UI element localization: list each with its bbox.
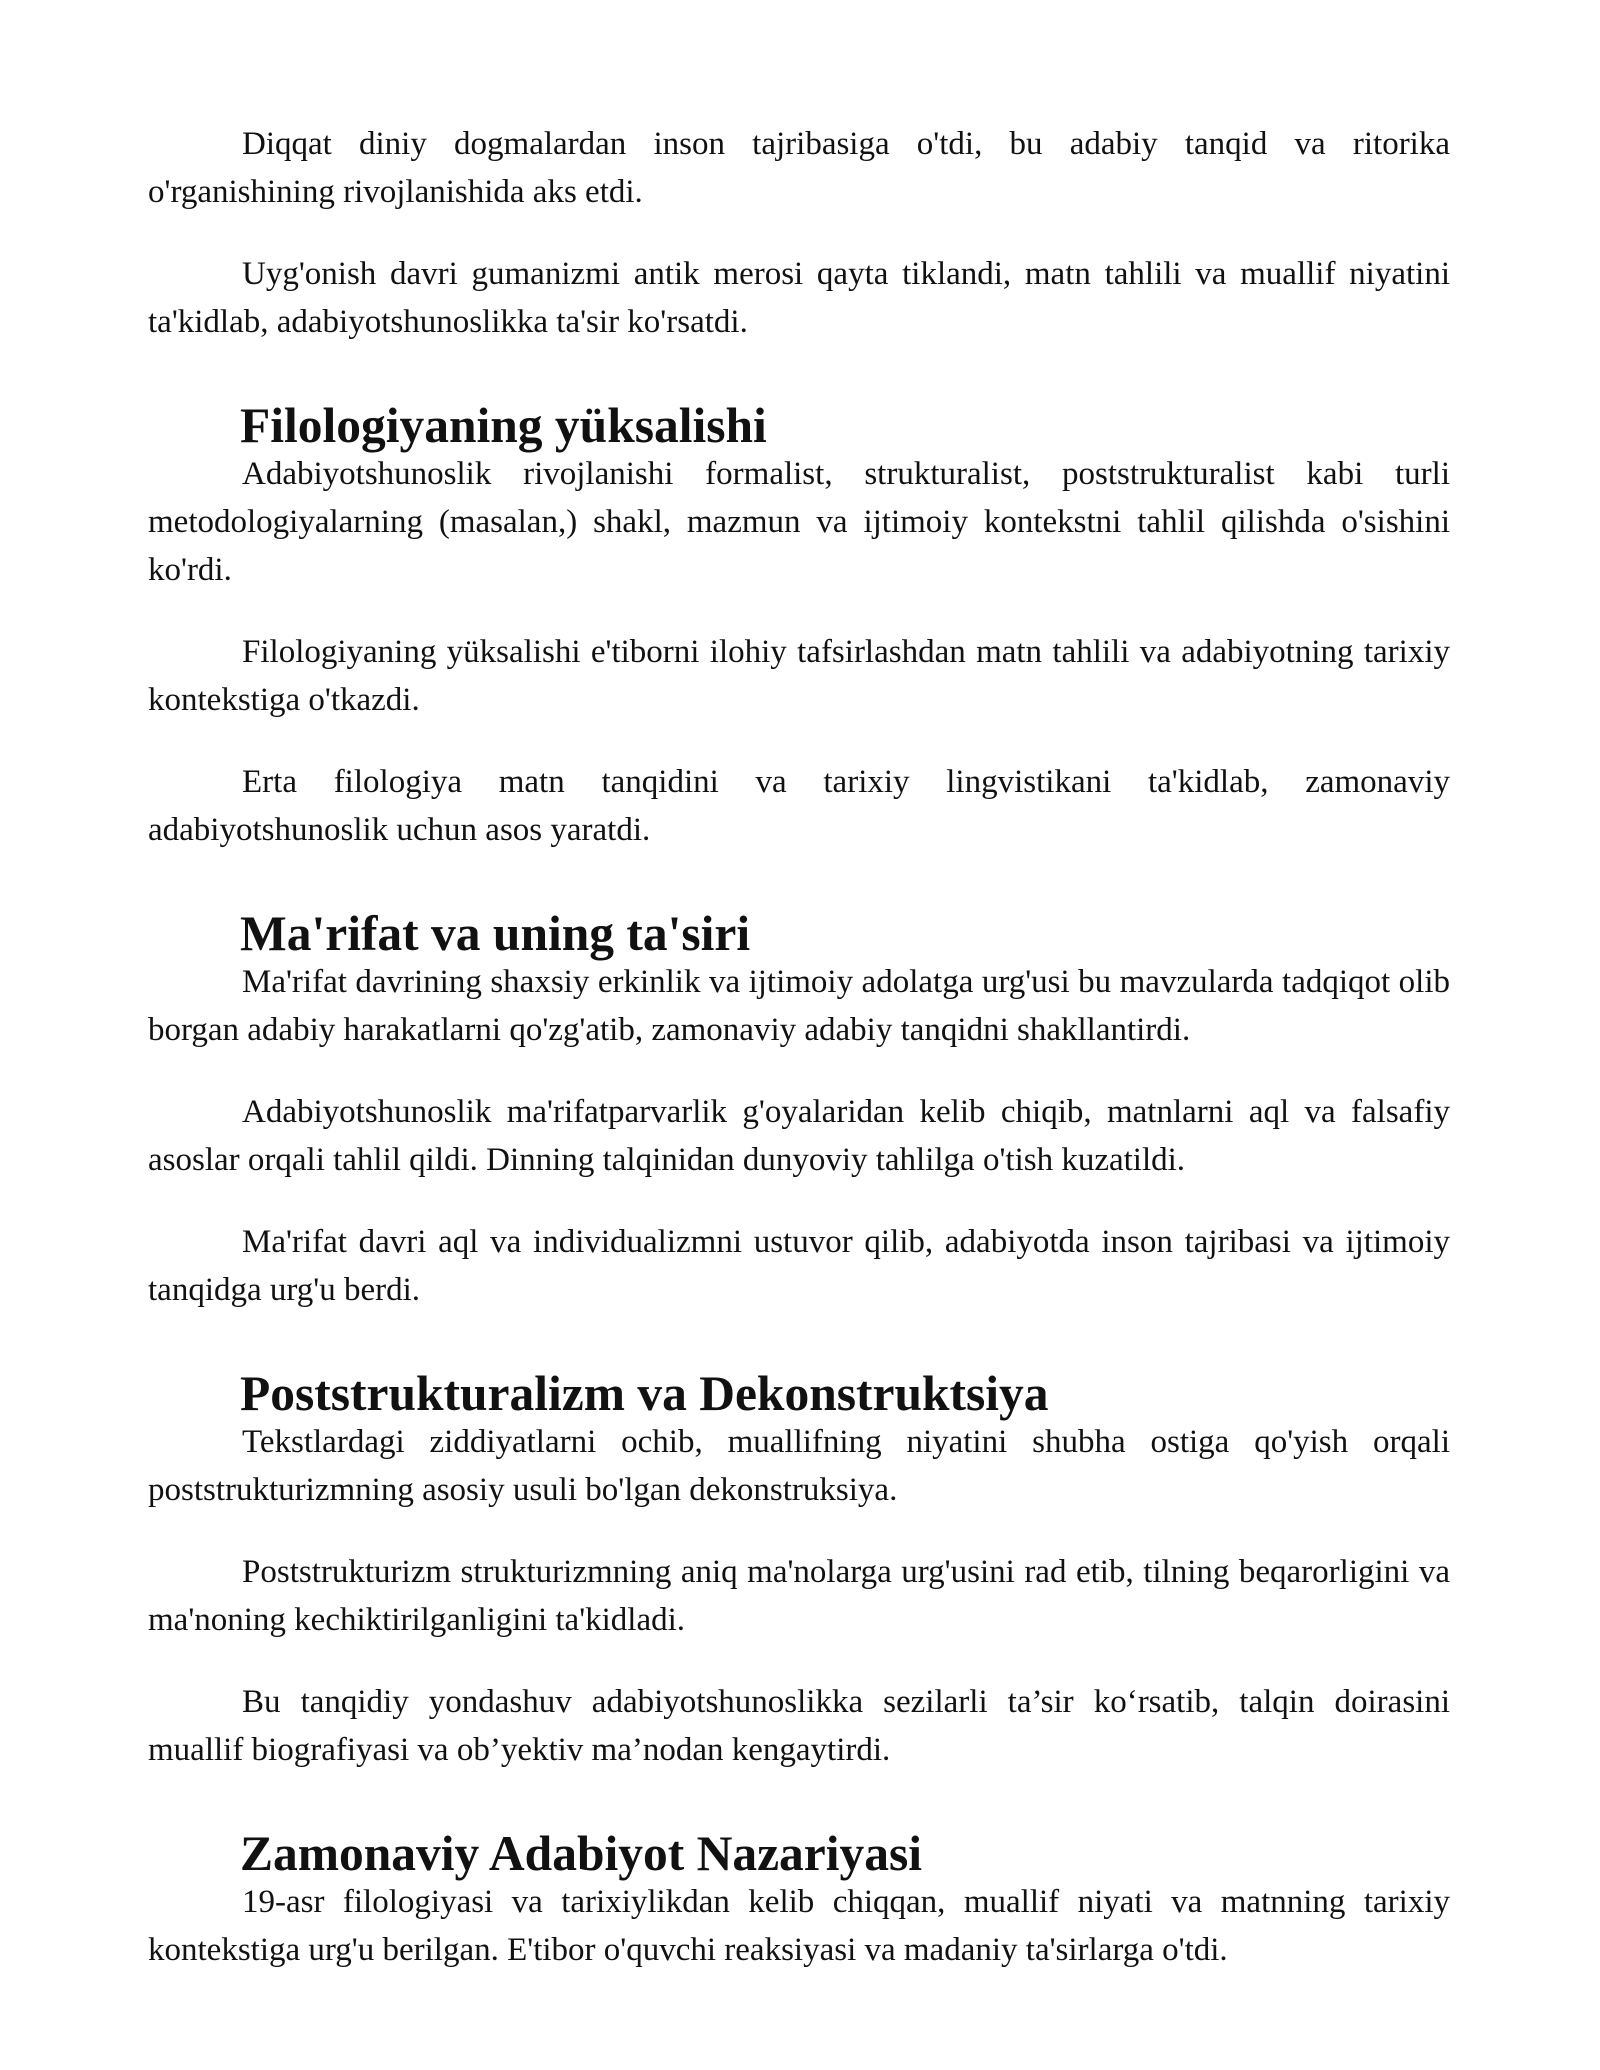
section-poststrukturalizm <box>148 1366 1450 1774</box>
paragraph: Ma'rifat davrining shaxsiy erkinlik va ijtimoiy adolatga urg'usi bu mavzularda tadqiqot olib borgan adabiy harakatlarni qo'zg'atib, zamonaviy adabiy tanqidni shakllantirdi. <box>148 964 1450 1048</box>
paragraph: Tekstlardagi ziddiyatlarni ochib, muallifning niyatini shubha ostiga qo'yish orqali poststrukturizmning asosiy usuli bo'lgan dekonstruksiya. <box>148 1424 1450 1508</box>
section-heading: Ma'rifat va uning ta'siri <box>240 906 751 961</box>
paragraph: Adabiyotshunoslik rivojlanishi formalist, strukturalist, poststrukturalist kabi turli metodologiyalarning (masalan,) shakl, mazmun va ijtimoiy kontekstni tahlil qilishda o'sishini ko'rdi. <box>148 456 1450 588</box>
document-page <box>148 120 1450 1974</box>
paragraph: 19-asr filologiyasi va tarixiylikdan kelib chiqqan, muallif niyati va matnning tarixiy kontekstiga urg'u berilgan. E'tibor o'quvchi reaksiyasi va madaniy ta'sirlarga o'tdi. <box>148 1884 1450 1968</box>
section-heading: Zamonaviy Adabiyot Nazariyasi <box>240 1826 923 1881</box>
paragraph: Poststrukturizm strukturizmning aniq ma'nolarga urg'usini rad etib, tilning beqarorligini va ma'noning kechiktirilganligini ta'kidladi. <box>148 1554 1450 1638</box>
section-zamonaviy <box>148 1826 1450 1974</box>
section-heading: Poststrukturalizm va Dekonstruktsiya <box>240 1366 1049 1421</box>
paragraph: Erta filologiya matn tanqidini va tarixiy lingvistikani ta'kidlab, zamonaviy adabiyotshunoslik uchun asos yaratdi. <box>148 764 1450 848</box>
paragraph: Adabiyotshunoslik ma'rifatparvarlik g'oyalaridan kelib chiqib, matnlarni aql va falsafiy asoslar orqali tahlil qildi. Dinning talqinidan dunyoviy tahlilga o'tish kuzatildi. <box>148 1094 1450 1178</box>
section-heading: Filologiyaning yüksalishi <box>240 398 767 453</box>
paragraph: Filologiyaning yüksalishi e'tiborni ilohiy tafsirlashdan matn tahlili va adabiyotning tarixiy kontekstiga o'tkazdi. <box>148 634 1450 718</box>
section-marifat <box>148 906 1450 1314</box>
section-filologiya <box>148 398 1450 854</box>
intro-section <box>148 120 1450 346</box>
paragraph: Ma'rifat davri aql va individualizmni ustuvor qilib, adabiyotda inson tajribasi va ijtimoiy tanqidga urg'u berdi. <box>148 1224 1450 1308</box>
paragraph: Uyg'onish davri gumanizmi antik merosi qayta tiklandi, matn tahlili va muallif niyatini ta'kidlab, adabiyotshunoslikka ta'sir ko'rsatdi. <box>148 256 1450 340</box>
paragraph: Bu tanqidiy yondashuv adabiyotshunoslikka sezilarli ta’sir ko‘rsatib, talqin doirasini muallif biografiyasi va ob’yektiv ma’nodan kengaytirdi. <box>148 1684 1450 1768</box>
paragraph: Diqqat diniy dogmalardan inson tajribasiga o'tdi, bu adabiy tanqid va ritorika o'rganishining rivojlanishida aks etdi. <box>148 126 1450 210</box>
